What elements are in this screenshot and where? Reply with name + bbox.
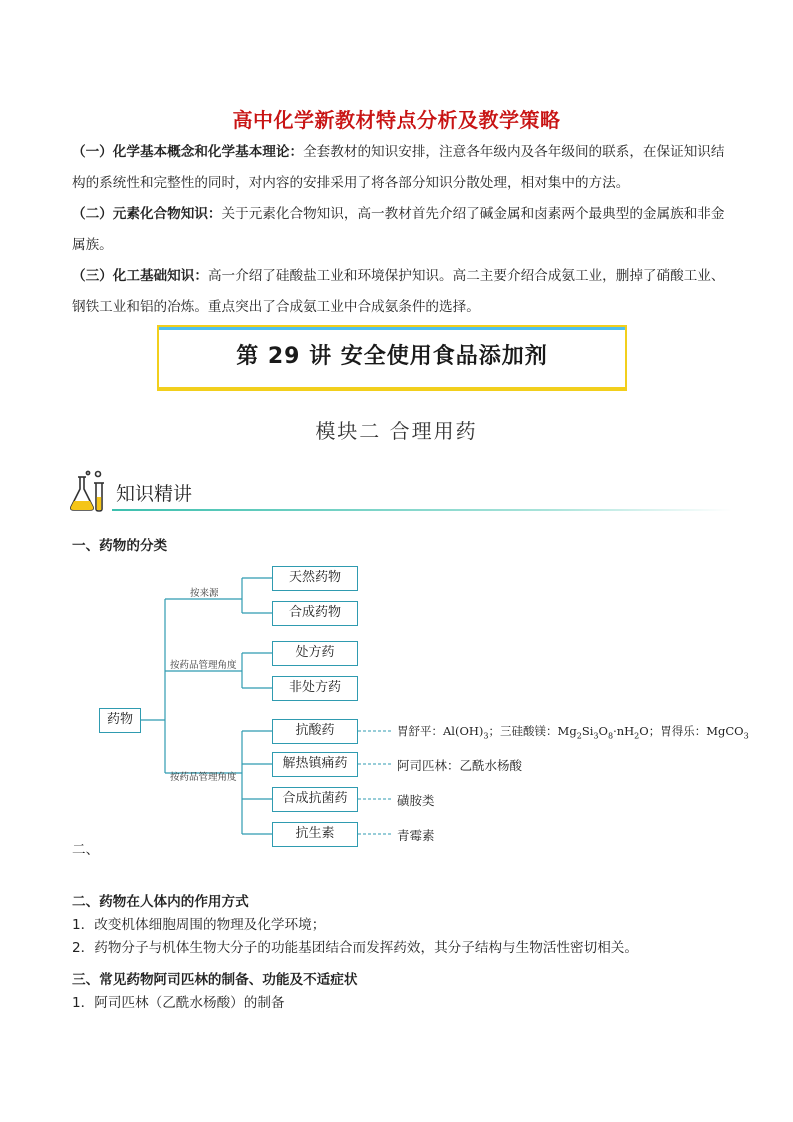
list-item: 2．药物分子与机体生物大分子的功能基团结合而发挥药效，其分子结构与生物活性密切相关。 <box>72 940 638 956</box>
intro-label: （一）化学基本概念和化学基本理论： <box>72 144 304 160</box>
branch-label-source: 按来源 <box>190 588 219 599</box>
intro-text: 关于元素化合物知识，高一教材首先介绍了碱金属和卤素两个最典型的金属族和非金属族。 <box>72 206 725 253</box>
leaf-node: 处方药 <box>272 641 358 666</box>
list-item: 1．改变机体细胞周围的物理及化学环境； <box>72 917 326 933</box>
section-header <box>68 467 728 515</box>
lesson-banner <box>157 325 627 389</box>
branch-label-management: 按药品管理角度 <box>170 772 237 783</box>
root-node: 药物 <box>99 708 141 733</box>
section-label: 知识精讲 <box>116 483 193 505</box>
intro-paragraph-3 <box>72 261 732 323</box>
part2-heading: 二、药物在人体内的作用方式 <box>72 894 249 910</box>
leaf-node: 抗酸药 <box>272 719 358 744</box>
note-antibiotic: 青霉素 <box>397 828 435 843</box>
note-antibacterial: 磺胺类 <box>397 793 435 808</box>
leaf-node: 解热镇痛药 <box>272 752 358 777</box>
branch-label-management: 按药品管理角度 <box>170 660 237 671</box>
leaf-node: 合成药物 <box>272 601 358 626</box>
leaf-node: 天然药物 <box>272 566 358 591</box>
part1-heading: 一、药物的分类 <box>72 538 168 554</box>
classification-diagram <box>0 560 793 850</box>
lesson-title: 第 29 讲 安全使用食品添加剂 <box>236 344 548 369</box>
leaf-node: 合成抗菌药 <box>272 787 358 812</box>
intro-paragraph-2 <box>72 199 732 261</box>
stray-text: 二、 <box>72 842 100 858</box>
intro-text: 高一介绍了硅酸盐工业和环境保护知识。高二主要介绍合成氨工业，删掉了硝酸工业、钢铁工业和铝的冶炼。重点突出了合成氨工业中合成氨条件的选择。 <box>72 268 725 315</box>
leaf-node: 非处方药 <box>272 676 358 701</box>
note-antacid: 胃舒平：$Al(OH)_3$；三硅酸镁：$Mg_2Si_3O_8\cdot nH_2O$；胃得乐：MgCO$_3$ <box>397 724 749 741</box>
intro-text: 全套教材的知识安排，注意各年级内及各年级间的联系，在保证知识结构的系统性和完整性的同时，对内容的安排采用了将各部分知识分散处理，相对集中的方法。 <box>72 144 725 191</box>
part3-heading: 三、常见药物阿司匹林的制备、功能及不适症状 <box>72 972 358 988</box>
section-divider <box>112 509 732 511</box>
intro-label: （三）化工基础知识： <box>72 268 208 284</box>
intro-label: （二）元素化合物知识： <box>72 206 222 222</box>
intro-paragraph-1 <box>72 137 732 199</box>
list-item: 1．阿司匹林（乙酰水杨酸）的制备 <box>72 995 285 1011</box>
flask-icon <box>68 469 110 513</box>
module-title: 模块二 合理用药 <box>315 419 478 443</box>
page-title: 高中化学新教材特点分析及教学策略 <box>232 108 561 132</box>
leaf-node: 抗生素 <box>272 822 358 847</box>
note-analgesic: 阿司匹林：乙酰水杨酸 <box>397 758 523 773</box>
